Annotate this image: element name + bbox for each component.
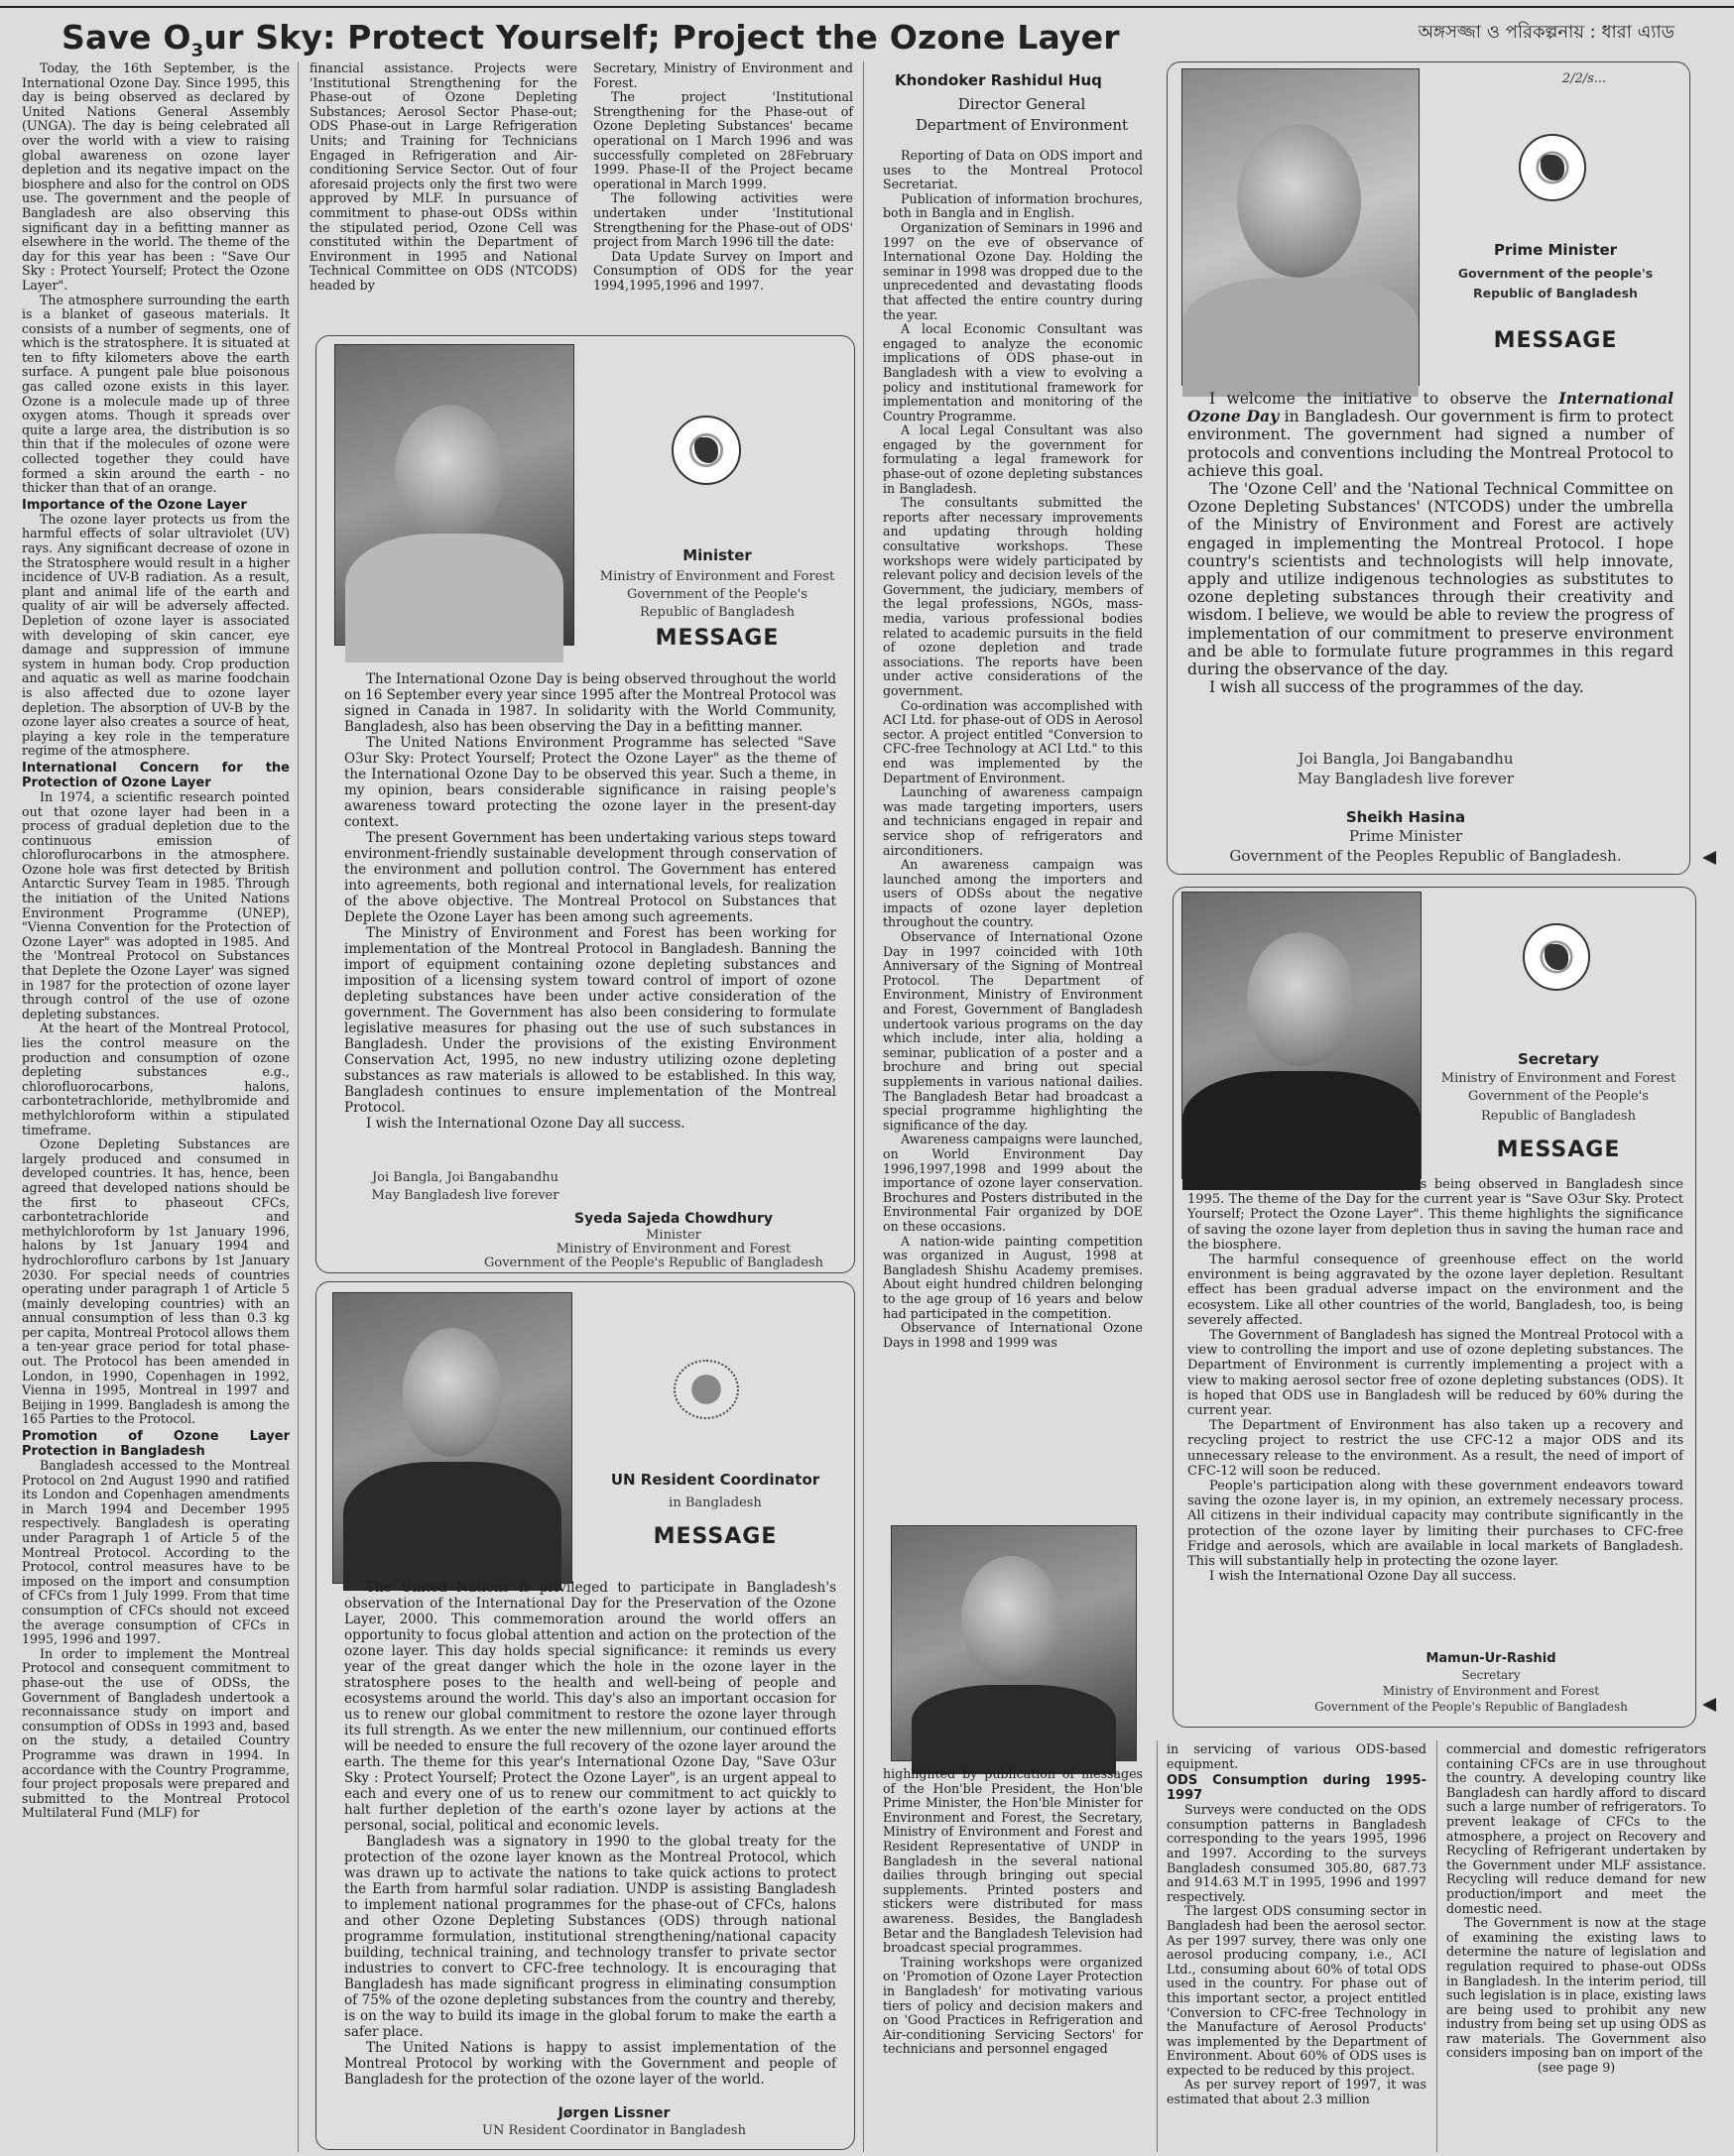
- paragraph: I welcome the initiative to observe the International Ozone Day in Bangladesh. Our government is firm to protect environment. The government had signed a number of protocols and conventions including the Montreal Protocol to achieve this goal.: [1187, 389, 1673, 480]
- article-column-4: [883, 149, 1143, 1517]
- article-column-1: [22, 61, 290, 2152]
- paragraph: Co-ordination was accomplished with ACI Ltd. for phase-out of ODS in Aerosol sector. A project entitled "Conversion to CFC-free Technology at ACI Ltd." to this end was implemented by the Department of Environment.: [883, 697, 1143, 785]
- paragraph: The Government is now at the stage of examining the existing laws to determine the nature of legislation and regulation required to phase-out ODSs in Bangladesh. In the interim period, till such legislation is in place, existing laws are being used to prohibit any new industry from being set up using ODS as raw materials. The Government also considers imposing ban on import of the: [1446, 1915, 1706, 2061]
- paragraph: Today, the 16th September, is the International Ozone Day. Since 1995, this day is being observed as declared by United Nations General Assembly (UNGA). The day is being celebrated all over the world with a view to raising global awareness on ozone layer depletion and its negative impact on the biosphere and also for the control on ODS use. The government and the people of Bangladesh are also observing this significant day in a befitting manner as elsewhere in the world. The theme of the day for this year has been : "Save Our Sky : Protect Yourself; Protect the Ozone Layer".: [22, 60, 290, 293]
- un-coordinator-title: UN Resident Coordinator in Bangladesh: [482, 2123, 746, 2138]
- minister-government: Government of the People's: [627, 587, 807, 602]
- un-message-heading: MESSAGE: [653, 1524, 778, 1549]
- secretary-ministry: Ministry of Environment and Forest: [1440, 1071, 1676, 1086]
- minister-message-heading: MESSAGE: [655, 626, 780, 651]
- secretary-name: Mamun-Ur-Rashid: [1425, 1651, 1556, 1666]
- secretary-message-box: [1173, 887, 1696, 1728]
- paragraph: Reporting of Data on ODS import and uses to the Montreal Protocol Secretariat.: [883, 148, 1143, 192]
- paragraph: commercial and domestic refrigerators containing CFCs are in use throughout the country. A developing country like Bangladesh can hardly afford to discard such a large number of refrigerators. To prevent leakage of CFCs to the atmosphere, a project on Recovery and Recycling of Refrigerant undertaken by the Government under MLF assistance. Recycling will reduce demand for new production/import and meet the domestic need.: [1446, 1741, 1706, 1916]
- paragraph: The harmful consequence of greenhouse effect on the world environment is being aggravated by the ozone layer depletion. Resultant effect has been gradual adverse impact on the environment and the ecosystem. Like all other countries of the world, Bangladesh, too, is being severely affected.: [1187, 1253, 1683, 1328]
- paragraph: Training workshops were organized on 'Promotion of Ozone Layer Protection in Bangladesh' for motivating various tiers of policy and decision makers and on 'Good Practices in Refrigeration and Air-conditioning Servicing Sectors' for technicians and personnel engaged: [883, 1954, 1143, 2057]
- government-emblem-icon: [672, 416, 741, 485]
- minister-government-sign: Government of the People's Republic of Bangladesh: [484, 1256, 823, 1270]
- continued-note: (see page 9): [1537, 2060, 1616, 2076]
- corner-handwriting: 2/2/s...: [1561, 71, 1607, 86]
- article-column-5: [1167, 1742, 1426, 2152]
- un-coordinator-portrait-photo: [332, 1292, 572, 1584]
- minister-name: Syeda Sajeda Chowdhury: [574, 1211, 773, 1227]
- pm-message-heading: MESSAGE: [1493, 328, 1618, 353]
- paragraph: The present Government has been undertaking various steps toward environment-friendly sustainable development through conservation of the environment and pollution control. The Government has entered into agreements, both regional and international levels, for realization of the above objective. The Montreal Protocol on Substances that Deplete the Ozone Layer has been among such agreements.: [344, 830, 836, 925]
- secretary-message-heading: MESSAGE: [1496, 1138, 1621, 1162]
- pm-title: Prime Minister: [1348, 827, 1463, 845]
- top-rule: [0, 6, 1734, 8]
- pm-government: Government of the people's: [1457, 266, 1654, 281]
- paragraph: The largest ODS consuming sector in Bangladesh had been the aerosol sector. As per 1997 survey, there was only one aerosol producing company, i.e., ACI Ltd., consuming about 60% of total ODS used in the country. For phase out of this important sector, a project entitled 'Conversion to CFC-free Technology in the Manufacture of Aerosol Products' was implemented by the Department of Environment. About 60% of ODS uses is expected to be reduced by this project.: [1167, 1903, 1426, 2078]
- paragraph: Bangladesh was a signatory in 1990 to the global treaty for the protection of the ozone layer known as the Montreal Protocol, which was drawn up to activate the nations to take quick actions to protect the Earth from harmful solar radiation. UNDP is assisting Bangladesh to implement national programmes for the phase-out of CFCs, halons and other Ozone Depleting Substances (ODS) through national programme formulation, institutional strengthening/national capacity building, technical training, and technology transfer to private sector industries to convert to CFC-free technology. It is encouraging that Bangladesh has made significant progress in eliminating consumption of 75% of the ozone depleting substances from the country and thereby, is on the way to build its image in the global forum to make the earth a safer place.: [344, 1834, 836, 2040]
- section-heading: Importance of the Ozone Layer: [22, 497, 247, 513]
- paragraph: The United Nations Environment Programme has selected "Save O3ur Sky: Protect Yourself; Protect the Ozone Layer" as the theme of the International Ozone Day to be observed this year. Such a theme, in my opinion, bears considerable significance in raising people's awareness toward protecting the ozone layer in the present-day context.: [344, 735, 836, 830]
- secretary-role: Secretary: [1518, 1050, 1599, 1068]
- paragraph: The project 'Institutional Strengthening for the Phase-out of Ozone Depleting Substances' became operational on 1 March 1996 and was successfully completed on 28February 1999. Phase-II of the Project became operational in March 1999.: [593, 89, 853, 191]
- paragraph: People's participation along with these government endeavors toward saving the ozone layer is, in my opinion, an extremely necessary process. All citizens in their individual capacity may contribute significantly in the protection of the ozone layer by limiting their purchases to CFC-free Fridge and aerosols, which are available in local markets of Bangladesh. This will substantially help in protecting the ozone layer.: [1187, 1479, 1683, 1570]
- paragraph: The Department of Environment has also taken up a recovery and recycling project to restrict the use CFC-12 a major ODS and its unnecessary release to the environment. As a result, the need of import of CFC-12 will soon be reduced.: [1187, 1418, 1683, 1479]
- author-name: Khondoker Rashidul Huq: [895, 71, 1102, 89]
- paragraph: Observance of International Ozone Days in 1998 and 1999 was: [883, 1320, 1143, 1350]
- article-column-4-continued: [883, 1767, 1143, 2152]
- paragraph: At the heart of the Montreal Protocol, lies the control measure on the production and consumption of ozone depleting substances e.g., chlorofluorocarbons, halons, carbontetrachloride, methylbromide and methylchloroform within a stipulated timeframe.: [22, 1020, 290, 1138]
- secretary-ministry-sign: Ministry of Environment and Forest: [1382, 1684, 1600, 1698]
- paragraph: A local Economic Consultant was engaged to analyze the economic implications of ODS phase-out in Bangladesh with a view to evolving a policy and institutional framework for implementation and monitoring of the Country Programme.: [883, 321, 1143, 423]
- paragraph: An awareness campaign was launched among the importers and users of ODSs about the negative impacts of ozone layer depletion throughout the country.: [883, 857, 1143, 930]
- paragraph: Awareness campaigns were launched, on World Environment Day 1996,1997,1998 and 1999 about the importance of ozone layer conservation. Brochures and Posters distributed in the Environmental Fair organized by DOE on these occasions.: [883, 1132, 1143, 1234]
- un-emblem-icon: [674, 1360, 739, 1419]
- paragraph: The ozone layer protects us from the harmful effects of solar ultraviolet (UV) rays. Any significant decrease of ozone in the Stratosphere would result in a higher incidence of UV-B radiation. As a result, plant and animal life of the earth and quality of air will be adversely affected. Depletion of ozone layer is associated with developing of skin cancer, eye damage and suppression of immune system in human body. Crop production and aquatic as well as marine foodchain is also affected due to ozone layer depletion. The absorption of UV-B by the ozone layer also creates a source of heat, playing a key role in the temperature regime of the atmosphere.: [22, 511, 290, 759]
- paragraph: I wish all success of the programmes of the day.: [1209, 678, 1584, 697]
- section-heading: Promotion of Ozone Layer Protection in Bangladesh: [22, 1429, 290, 1460]
- government-emblem-icon: [1519, 134, 1586, 201]
- minister-republic: Republic of Bangladesh: [640, 605, 795, 620]
- secretary-republic: Republic of Bangladesh: [1481, 1109, 1636, 1124]
- official-portrait-photo: [891, 1525, 1137, 1761]
- paragraph: I wish the International Ozone Day all success.: [366, 1116, 685, 1132]
- government-emblem-icon: [1523, 923, 1590, 991]
- paragraph: The International Ozone Day is being observed throughout the world on 16 September every year since 1995 after the Montreal Protocol was signed in Canada in 1987. In solidarity with the World Community, Bangladesh, also has been observing the Day in a befitting manner.: [344, 671, 836, 735]
- pm-republic: Republic of Bangladesh: [1473, 286, 1638, 300]
- paragraph: The Government of Bangladesh has signed the Montreal Protocol with a view to controlling the import and use of ozone depleting substances. The Department of Environment is currently implementing a project with a view to making aerosol sector free of ozone depleting substances (ODS). It is hoped that ODS use in Bangladesh will be reduced by 60% during the current year.: [1187, 1328, 1683, 1419]
- paragraph: The Ministry of Environment and Forest has been working for implementation of the Montreal Protocol in Bangladesh. Banning the import of equipment containing ozone depleting substances and imposition of a licensing system toward control of import of ozone depleting substances have been under active consideration of the government. The Government has also been considering to formulate legislative measures for phasing out the use of such substances in Bangladesh. Under the provisions of the existing Environment Conservation Act, 1995, no new industry utilizing ozone depleting substances as raw materials is allowed to be established. In this way, Bangladesh continues to ensure implementation of the Montreal Protocol.: [344, 925, 836, 1116]
- sponsor-tag: অঙ্গসজ্জা ও পরিকল্পনায় : ধারা এ্যাড: [1418, 22, 1674, 43]
- author-department: Department of Environment: [915, 116, 1129, 134]
- paragraph: Observance of International Ozone Day in 1997 coincided with 10th Anniversary of the Signing of Montreal Protocol. The Department of Environment, Ministry of Environment and Forest, Government of Bangladesh undertook various programs on the day which include, inter alia, holding a seminar, publication of a poster and a brochure and bring out special supplements in various national dailies. The Bangladesh Betar had broadcast a special programme highlighting the significance of the day.: [883, 929, 1143, 1133]
- paragraph: The atmosphere surrounding the earth is a blanket of gaseous materials. It consists of a number of segments, one of which is the stratosphere. It is situated at ten to fifty kilometers above the earth surface. A pungent pale blue poisonous gas called ozone exists in this layer. Ozone is a molecule made up of three oxygen atoms. Though it spreads over quite a large area, the distribution is so thin that if the molecules of ozone were collected together they could have formed a skin around the earth - no thicker than that of an orange.: [22, 292, 290, 496]
- paragraph: Bangladesh accessed to the Montreal Protocol on 2nd August 1990 and ratified its London and Copenhagen amendments in March 1994 and December 1995 respectively. Bangladesh is operating under Paragraph 1 of Article 5 of the Montreal Protocol. According to the Protocol, control measures have to be imposed on the import and consumption of CFCs from 1 July 1999. From that time consumption of CFCs should not exceed the average consumption of CFCs in 1995, 1996 and 1997.: [22, 1458, 290, 1647]
- minister-ministry-sign: Ministry of Environment and Forest: [556, 1242, 792, 1257]
- column-divider: [863, 61, 864, 2152]
- article-column-2: [310, 61, 577, 324]
- minister-closing-2: May Bangladesh live forever: [371, 1188, 559, 1203]
- un-role: UN Resident Coordinator: [610, 1471, 820, 1489]
- paragraph: In 1974, a scientific research pointed out that ozone layer had been in a process of gradual depletion due to the continuous emission of chloroflurocarbons in the atmosphere. Ozone hole was first detected by British Antarctic Survey Team in 1985. Through the initiation of the United Nations Environment Programme (UNEP), "Vienna Convention for the Protection of Ozone Layer" was adopted in 1985. And the 'Montreal Protocol on Substances that Deplete the Ozone Layer' was signed in 1987 for the protection of ozone layer through control of the use of ozone depleting substances.: [22, 788, 290, 1021]
- paragraph: Ozone Depleting Substances are largely produced and consumed in developed countries. It has, hence, been agreed that developed nations should be the first to phaseout CFCs, carbontetrachloride and methylchloroform by 1st January 1996, halons by 1st January 1994 and hydrochlorofluro carbons by 1st January 2030. For special needs of countries operating under paragraph 1 of Article 5 (mainly developing countries) with an annual consumption of less than 0.3 kg per capita, Montreal Protocol allows them a ten-year grace period for total phase-out. The Protocol has been amended in London, in 1990, Copenhagen in 1992, Vienna in 1995, Montreal in 1997 and Beijing in 1999. Bangladesh is among the 165 Parties to the Protocol.: [22, 1137, 290, 1427]
- paragraph: A nation-wide painting competition was organized in August, 1998 at Bangladesh Shishu Academy premises. About eight hundred children belonging to the age group of 16 years and below had participated in the competition.: [883, 1233, 1143, 1321]
- paragraph: The following activities were undertaken under 'Institutional Strengthening for the Phase-out of ODS' project from March 1996 till the date:: [593, 190, 853, 250]
- paragraph: The United Nations is happy to assist implementation of the Montreal Protocol by working with the Government and people of Bangladesh for the protection of the ozone layer of the world.: [344, 2040, 836, 2088]
- un-location: in Bangladesh: [669, 1496, 762, 1510]
- prime-minister-portrait-photo: [1181, 68, 1420, 386]
- section-heading: International Concern for the Protection of Ozone Layer: [22, 760, 290, 790]
- paragraph: in servicing of various ODS-based equipment.: [1167, 1741, 1426, 1771]
- un-coordinator-name: Jørgen Lissner: [557, 2105, 671, 2121]
- minister-title: Minister: [646, 1228, 701, 1243]
- prime-minister-message-box: [1167, 61, 1690, 875]
- un-message-box: [315, 1281, 855, 2150]
- secretary-message-body: [1187, 1177, 1683, 1647]
- paragraph: As per survey report of 1997, it was estimated that about 2.3 million: [1167, 2077, 1426, 2107]
- column-divider: [1157, 1740, 1158, 2152]
- secretary-title: Secretary: [1461, 1668, 1521, 1682]
- secretary-government: Government of the People's: [1468, 1089, 1649, 1104]
- minister-portrait-photo: [334, 344, 574, 646]
- paragraph: The International Ozone Day is being observed in Bangladesh since 1995. The theme of the Day for the current year is "Save O3ur Sky. Protect Yourself; Protect the Ozone Layer". This theme highlights the significance of saving the ozone layer from depletion thus in saving the human race and the biosphere.: [1187, 1177, 1683, 1253]
- paragraph: Secretary, Ministry of Environment and Forest.: [593, 60, 853, 90]
- secretary-portrait-photo: [1181, 892, 1422, 1179]
- minister-message-body: [344, 671, 836, 1132]
- margin-arrow-icon: [1702, 851, 1716, 865]
- pm-government-sign: Government of the Peoples Republic of Bangladesh.: [1229, 847, 1622, 865]
- page-headline: Save $O_3ur$ Sky: Protect Yourself; Project the Ozone Layer: [62, 18, 1120, 61]
- paragraph: Data Update Survey on Import and Consumption of ODS for the year 1994,1995,1996 and 1997.: [593, 248, 853, 293]
- minister-ministry: Ministry of Environment and Forest: [599, 569, 835, 584]
- paragraph: I wish the International Ozone Day all success.: [1209, 1569, 1517, 1585]
- paragraph: A local Legal Consultant was also engaged by the government for formulating a legal framework for phase-out of ozone depleting substances in Bangladesh.: [883, 422, 1143, 496]
- paragraph: Surveys were conducted on the ODS consumption patterns in Bangladesh corresponding to the years 1995, 1996 and 1997. According to the surveys Bangladesh consumed 305.80, 687.73 and 914.63 M.T in 1995, 1996 and 1997 respectively.: [1167, 1802, 1426, 1904]
- paragraph: The 'Ozone Cell' and the 'National Technical Committee on Ozone Depleting Substances' (NTCODS) under the umbrella of the Ministry of Environment and Forest are actively engaged in implementing the Montreal Protocol. I hope country's scientists and technologists will help innovate, apply and utilize indigenous technologies as substitutes to ozone depleting substances through their creativity and wisdom. I believe, we would be able to review the progress of implementation of our commitment to preserve environment and be able to formulate future programmes in this regard during the observance of the day.: [1187, 480, 1673, 679]
- pm-name: Sheikh Hasina: [1345, 808, 1466, 826]
- article-column-3: [593, 61, 853, 334]
- paragraph: In order to implement the Montreal Protocol and consequent commitment to phase-out the use of ODSs, the Government of Bangladesh undertook a reconnaissance study on import and consumption of ODSs in 1993 and, based on the study, a detailed Country Programme was drawn in 1994. In accordance with the Country Programme, four project proposals were prepared and submitted to the Montreal Protocol Multilateral Fund (MLF) for: [22, 1645, 290, 1821]
- secretary-government-sign: Government of the People's Republic of Bangladesh: [1314, 1700, 1628, 1714]
- section-heading: ODS Consumption during 1995-1997: [1167, 1773, 1426, 1804]
- paragraph: highlighted by publication of messages of the Hon'ble President, the Hon'ble Prime Minister, the Hon'ble Minister for Environment and Forest, the Secretary, Ministry of Environment and Forest and Resident Representative of UNDP in Bangladesh in the several national dailies through bringing out special supplements. Printed posters and stickers were distributed for mass awareness. Besides, the Bangladesh Betar and the Bangladesh Television had broadcast special programmes.: [883, 1766, 1143, 1956]
- pm-role: Prime Minister: [1493, 241, 1618, 259]
- column-divider: [298, 61, 299, 2152]
- un-message-body: [344, 1580, 836, 2111]
- minister-message-box: [315, 335, 855, 1273]
- paragraph: Organization of Seminars in 1996 and 1997 on the eve of observance of International Ozone Day. Holding the seminar in 1998 was dropped due to the unprecedented and devastating floods that affected the entire country during the year.: [883, 219, 1143, 322]
- minister-closing-1: Joi Bangla, Joi Bangabandhu: [371, 1170, 559, 1185]
- paragraph: Launching of awareness campaign was made targeting importers, users and technicians engaged in repair and service shop of refrigerators and airconditioners.: [883, 784, 1143, 858]
- paragraph: Publication of information brochures, both in Bangla and in English.: [883, 190, 1143, 221]
- pm-closing-1: Joi Bangla, Joi Bangabandhu: [1298, 750, 1514, 768]
- paragraph: The consultants submitted the reports after necessary improvements and updating through holding consultative workshops. These workshops were widely participated by relevant policy and decision levels of the Government, the judiciary, members of the legal professions, NGOs, mass-media, various professional bodies related to academic pursuits in the field of ozone depletion and trade associations. The reports have been under active considerations of the government.: [883, 495, 1143, 698]
- column-divider: [1436, 1740, 1437, 2152]
- author-title: Director General: [957, 95, 1086, 113]
- margin-arrow-icon: [1702, 1698, 1716, 1712]
- pm-message-body: [1187, 390, 1673, 747]
- minister-role: Minister: [682, 546, 752, 564]
- pm-closing-2: May Bangladesh live forever: [1298, 770, 1514, 787]
- paragraph: The United Nations is privileged to participate in Bangladesh's observation of the International Day for the Preservation of the Ozone Layer, 2000. This commemoration around the world offers an opportunity to focus global attention and action on the protection of the ozone layer. This day holds special significance: it reminds us every year of the great danger which the hole in the ozone layer in the stratosphere poses to the health and well-being of people and ecosystems around the world. This day's also an important occasion for us to renew our global commitment to restore the ozone layer through its full strength. As we enter the new millennium, our continued efforts will be needed to ensure the full recovery of the ozone layer around the earth. The theme for this year's International Ozone Day, "Save O3ur Sky : Protect Yourself; Protect the Ozone Layer", is an urgent appeal to each and every one of us to renew our commitment to act quickly to halt further depletion of the earth's ozone layer by actions at the personal, social, political and economic levels.: [344, 1580, 836, 1834]
- article-column-6: [1446, 1742, 1706, 2152]
- paragraph: financial assistance. Projects were 'Institutional Strengthening for the Phase-out of Ozone Depleting Substances; Aerosol Sector Phase-out; ODS Phase-out in Large Refrigeration Units; and Training for Technicians Engaged in Refrigeration and Air-conditioning Service Sector. Out of four aforesaid projects only the first two were approved by MLF. In pursuance of commitment to phase-out ODSs within the stipulated period, Ozone Cell was constituted within the Department of Environment in 1995 and National Technical Committee on ODS (NTCODS) headed by: [310, 60, 577, 293]
